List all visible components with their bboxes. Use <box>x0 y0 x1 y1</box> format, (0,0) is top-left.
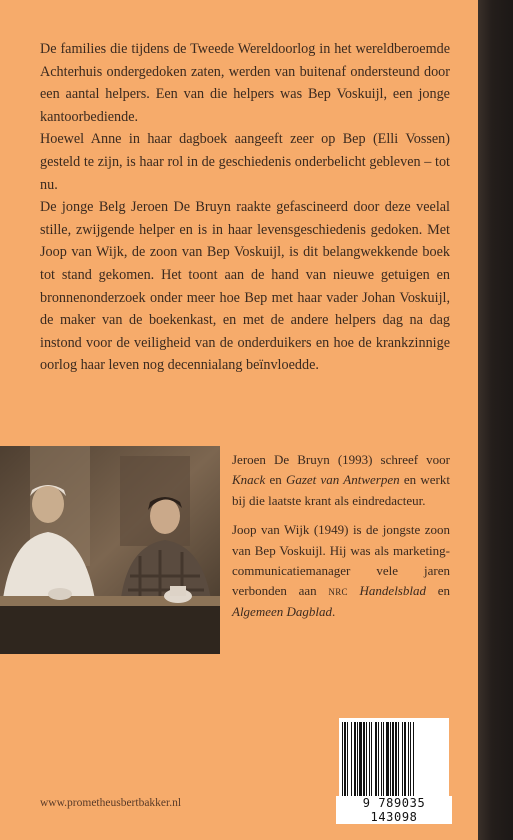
bio-joop-text-a: Joop van Wijk (1949) is de jongste zoon van Bep Voskuijl. Hij was als marketing-communicatiemanager vele jaren verbonden aan <box>232 522 450 599</box>
barcode-bar <box>375 722 377 796</box>
barcode-bar <box>351 722 352 796</box>
publisher-url: www.prometheusbertbakker.nl <box>40 797 182 809</box>
blurb-paragraph-2: Hoewel Anne in haar dagboek aangeeft zeer op Bep (Elli Vossen) gesteld te zijn, is haar rol in de geschiedenis onderbelicht gebleven – tot nu. <box>40 131 450 193</box>
barcode-bar <box>359 722 362 796</box>
barcode-bar <box>410 722 411 796</box>
bio-joop-dagblad: Algemeen Dagblad <box>232 603 333 619</box>
bio-jeroen-text-b: en <box>265 472 286 488</box>
barcode-bar <box>357 722 358 796</box>
barcode-bar <box>383 722 384 796</box>
barcode-bar <box>369 722 370 796</box>
barcode-bar <box>371 722 372 796</box>
bio-joop-handelsblad: Handelsblad <box>347 583 426 599</box>
barcode-bar <box>392 722 394 796</box>
barcode-bar <box>378 722 379 796</box>
barcode-bar <box>395 722 397 796</box>
bio-jeroen <box>232 450 450 511</box>
barcode-bar <box>366 722 367 796</box>
bio-joop-text-c: . <box>332 603 336 619</box>
blurb-paragraph-3: De jonge Belg Jeroen De Bruyn raakte gefascineerd door deze veelal stille, zwijgende helper en is in haar levensgeschiedenis gedoken. Met Joop van Wijk, de zoon van Bep Voskuijl, is dit belangwekkende boek tot stand gekomen. Het toont aan de hand van nieuwe getuigen en bronnenonderzoek onder meer hoe Bep met haar vader Johan Voskuijl, de maker van de boekenkast, en met de andere helpers dag na dag instond voor de veiligheid van de onderduikers en hoe de krankzinnige oorlog haar leven nog decennialang beïnvloedde. <box>40 199 450 374</box>
sepia-author-photo-icon <box>0 446 220 654</box>
blurb <box>40 38 450 377</box>
author-photo <box>0 446 220 654</box>
barcode-bar <box>390 722 391 796</box>
barcode-bar <box>381 722 382 796</box>
barcode-bar <box>402 722 403 796</box>
isbn-number: 9 789035 143098 <box>336 796 452 824</box>
bio-jeroen-text-c: en werkt bij die laatste krant als eindredacteur. <box>232 472 450 508</box>
bio-joop-nrc: nrc <box>328 583 348 599</box>
barcode-bar <box>413 722 414 796</box>
book-spine <box>478 0 513 840</box>
ean-barcode-icon <box>339 718 449 798</box>
barcode-bar <box>398 722 399 796</box>
barcode-bar <box>344 722 346 796</box>
bio-jeroen-text-a: Jeroen De Bruyn (1993) schreef voor <box>232 452 450 467</box>
barcode <box>339 718 449 803</box>
barcode-bar <box>342 722 343 796</box>
author-bios <box>232 450 450 631</box>
barcode-bar <box>404 722 406 796</box>
barcode-bar <box>386 722 389 796</box>
barcode-bar <box>363 722 365 796</box>
barcode-bar <box>408 722 409 796</box>
barcode-bar <box>347 722 348 796</box>
barcode-bar <box>354 722 356 796</box>
bio-joop <box>232 520 450 622</box>
bio-jeroen-knack: Knack <box>232 472 266 488</box>
bio-jeroen-gazet: Gazet van Antwerpen <box>285 472 400 488</box>
blurb-paragraph-1: De families die tijdens de Tweede Wereldoorlog in het wereldberoemde Achterhuis ondergedoken zaten, werden van buitenaf ondersteund door een aantal helpers. Een van die helpers was Bep Voskuijl, een jonge kantoorbediende. <box>40 41 450 125</box>
bio-joop-text-b: en <box>425 583 450 599</box>
